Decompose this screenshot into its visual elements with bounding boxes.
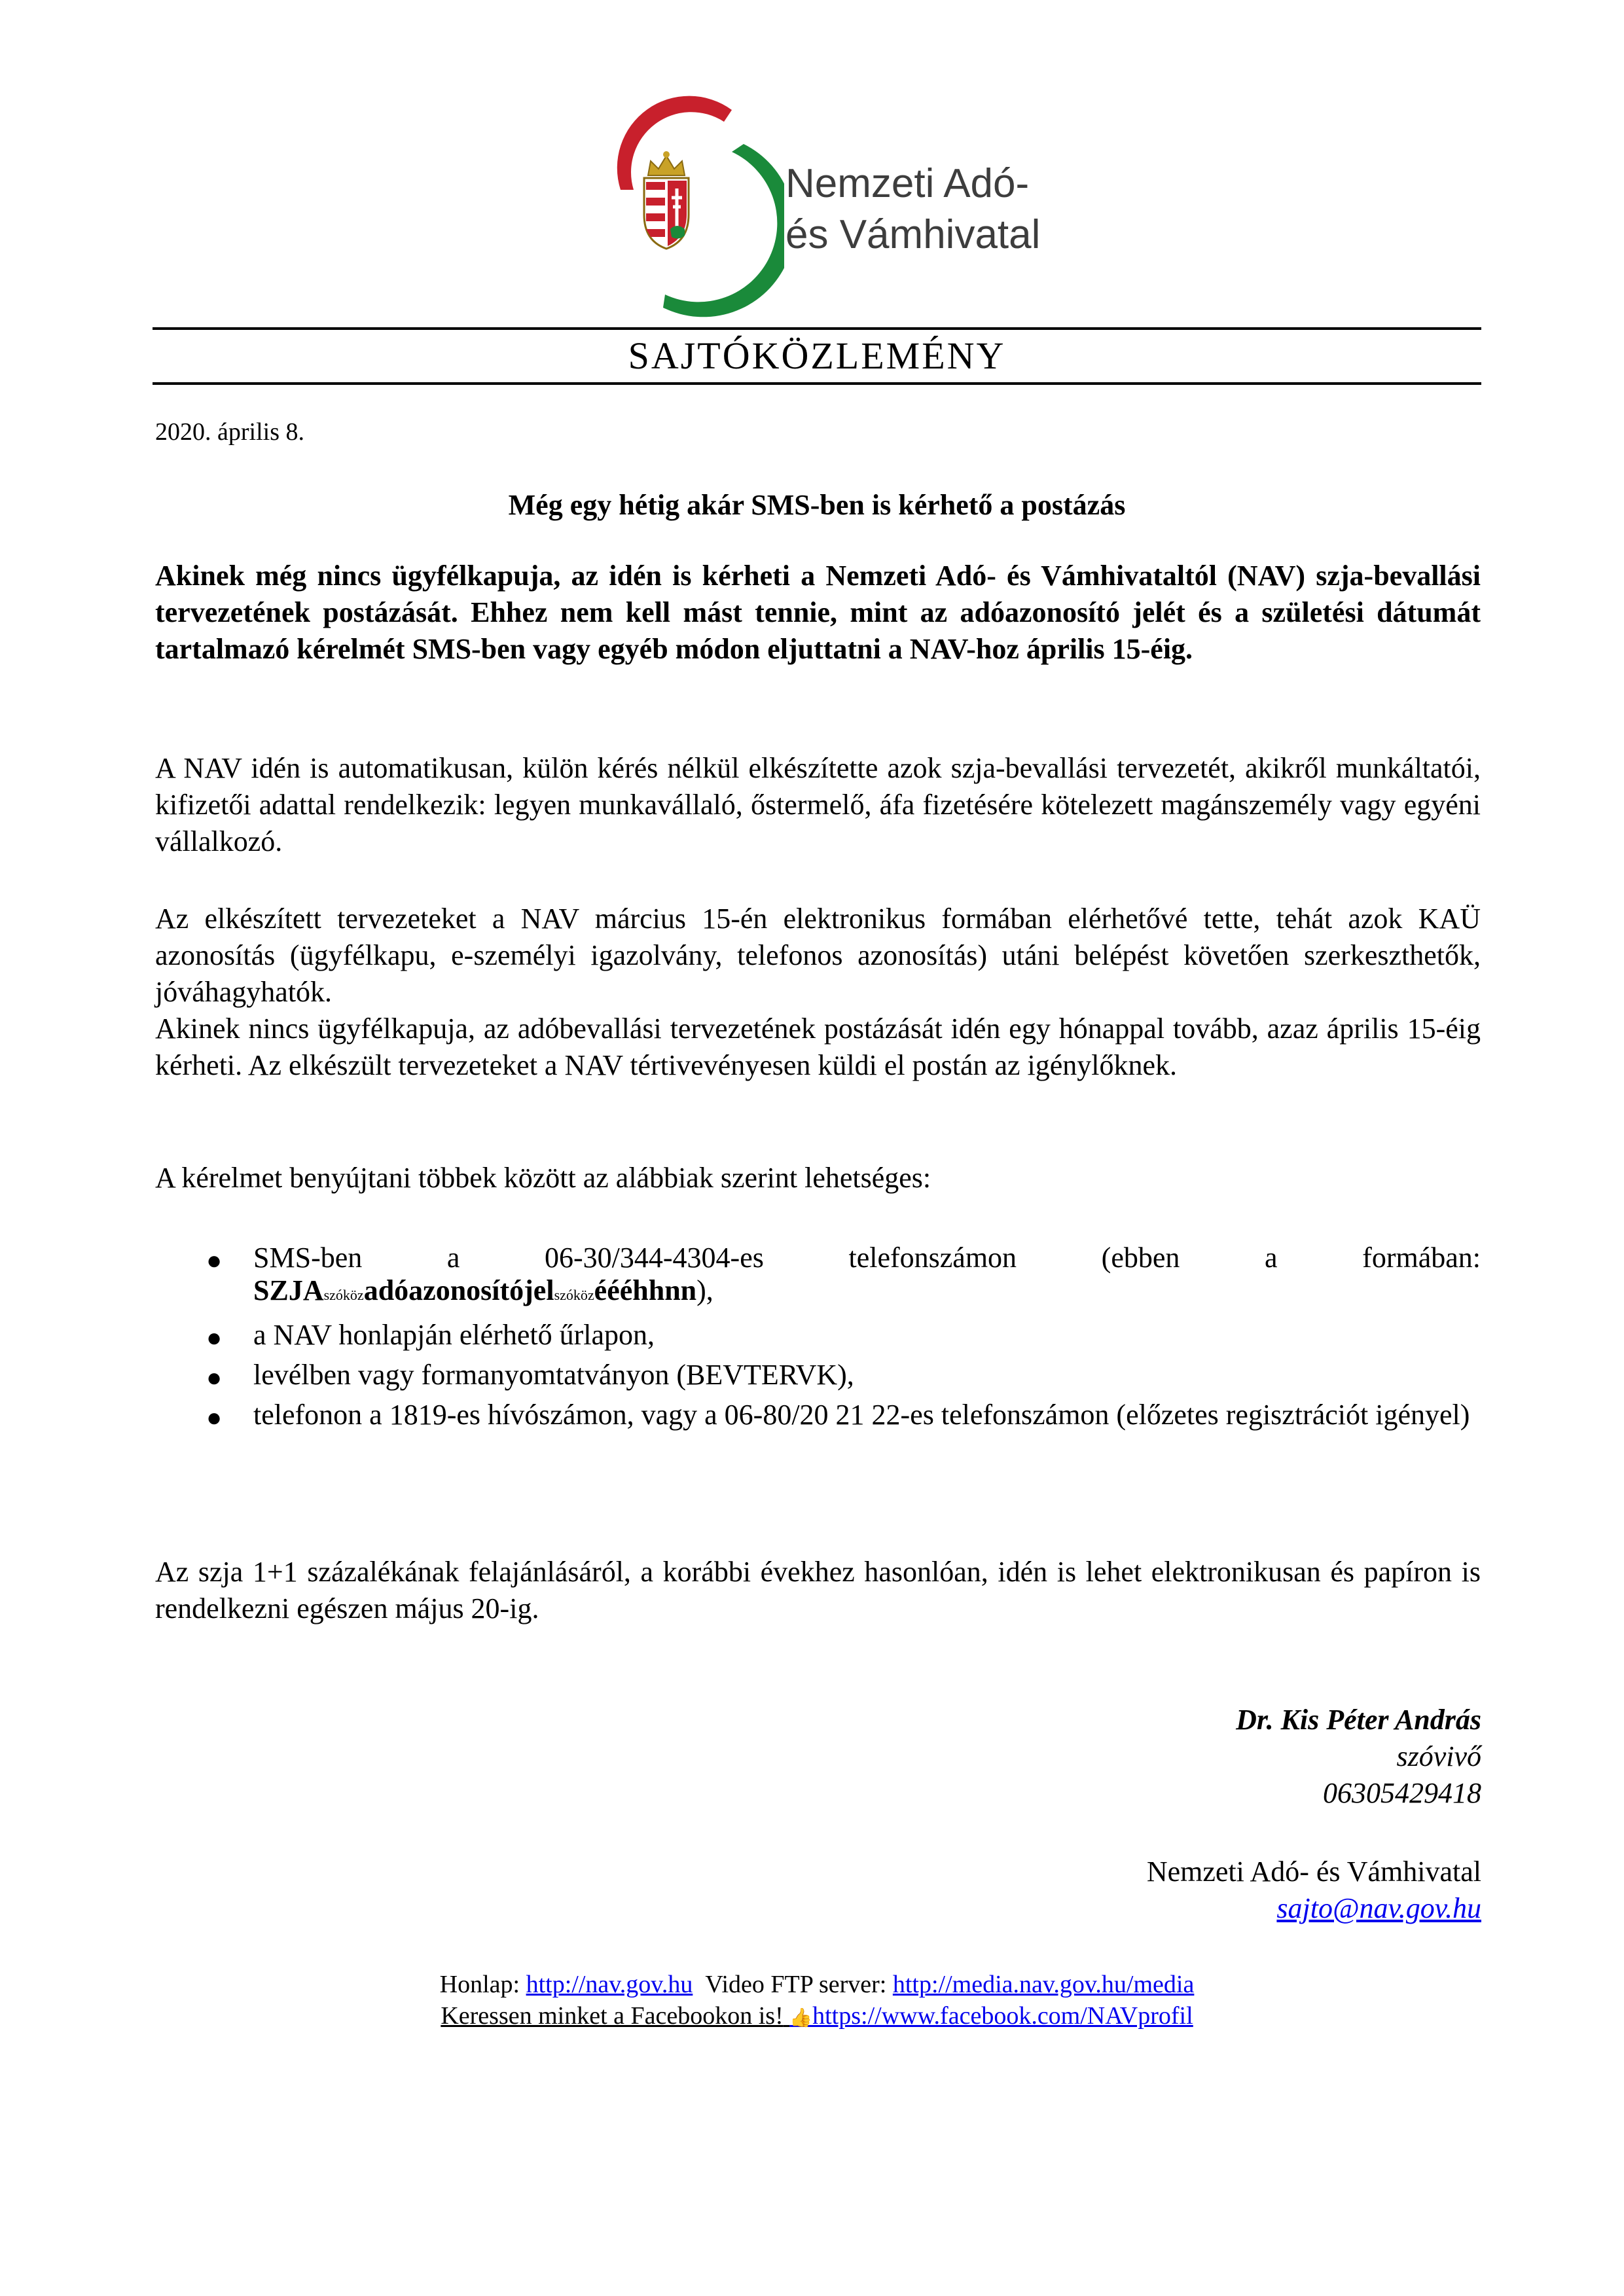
header-rule-bottom (153, 382, 1481, 385)
paragraph-2: Az elkészített tervezeteket a NAV március 15-én elektronikus formában elérhetővé tette, tehát azok KAÜ azonosítás (ügyfélkapu, e-személyi igazolvány, telefonos azonosítás) utáni belépést követően szerkeszthetők, jóváhagyhatók. (155, 903, 1481, 1008)
letter-text: levélben vagy formanyomtatványon (BEVTERVK), (253, 1359, 854, 1391)
closing-paragraph: Az szja 1+1 százalékának felajánlásáról, a korábbi évekhez hasonlóan, idén is lehet elektronikusan és papíron is rendelkezni egészen május 20-ig. (155, 1556, 1481, 1624)
paragraph-4: A kérelmet benyújtani többek között az alábbiak szerint lehetséges: (155, 1162, 931, 1194)
homepage-link[interactable]: http://nav.gov.hu (526, 1971, 693, 1998)
list-item-web (155, 1319, 1481, 1352)
list-item-sms (155, 1242, 1481, 1312)
bullet-icon: ● (206, 1323, 223, 1352)
sms-format (253, 1274, 1481, 1312)
list-item-letter (155, 1359, 1481, 1391)
bullet-icon: ● (206, 1363, 223, 1392)
footer-line-1 (153, 1969, 1481, 2000)
signatory-name: Dr. Kis Péter András (1236, 1704, 1481, 1736)
sms-line: SMS-ben a 06-30/344-4304-es telefonszámon (ebben a formában: (253, 1242, 1481, 1274)
lead-paragraph: Akinek még nincs ügyfélkapuja, az idén is kérheti a Nemzeti Adó- és Vámhivataltól (NAV) szja-bevallási tervezetének postázását. Ehhez nem kell mást tennie, mint az adóazonosító jelét és a születési dátumát tartalmazó kérelmét SMS-ben vagy egyéb módon eljuttatni a NAV-hoz április 15-éig. (155, 560, 1481, 665)
paragraph-3: Akinek nincs ügyfélkapuja, az adóbevallási tervezetének postázását idén egy hónappal tovább, azaz április 15-éig kérheti. Az elkészült tervezeteket a NAV tértivevényesen küldi el postán az igénylőknek. (155, 1013, 1481, 1081)
request-methods-list (155, 1242, 1481, 1439)
footer-line-2 (153, 2000, 1481, 2034)
logo-line-2: és Vámhivatal (785, 212, 1041, 257)
ftp-label: Video FTP server: (705, 1971, 887, 1998)
sms-format-space-1: szóköz (323, 1287, 364, 1303)
logo-line-1: Nemzeti Adó- (785, 161, 1030, 206)
page-heading: SAJTÓKÖZLEMÉNY (628, 334, 1006, 377)
sms-format-space-2: szóköz (554, 1287, 594, 1303)
sms-format-part-2: adóazonosítójel (363, 1274, 554, 1306)
nav-logo-text (785, 158, 1040, 260)
bullet-icon: ● (206, 1246, 223, 1275)
honlap-label: Honlap: (439, 1971, 520, 1998)
nav-logo-mark (601, 92, 784, 321)
sms-format-part-1: SZJA (253, 1274, 324, 1306)
signatory-role: szóvivő (1396, 1740, 1481, 1772)
web-text: a NAV honlapján elérhető űrlapon, (253, 1319, 655, 1351)
ftp-link[interactable]: http://media.nav.gov.hu/media (892, 1971, 1195, 1998)
paragraph-1: A NAV idén is automatikusan, külön kérés nélkül elkészítette azok szja-bevallási tervezetét, akikről munkáltatói, kifizetői adattal rendelkezik: legyen munkavállaló, őstermelő, áfa fizetésére kötelezett magánszemély vagy egyéni vállalkozó. (155, 752, 1481, 857)
signatory-phone: 06305429418 (1323, 1777, 1481, 1809)
release-date: 2020. április 8. (155, 418, 304, 446)
article-title: Még egy hétig akár SMS-ben is kérhető a postázás (508, 489, 1126, 521)
list-item-phone (155, 1399, 1481, 1431)
header-rule-top (153, 327, 1481, 330)
facebook-text: Keressen minket a Facebookon is! (441, 2002, 784, 2030)
bullet-icon: ● (206, 1403, 223, 1432)
sms-format-end: ), (696, 1274, 713, 1306)
thumbs-up-icon: 👍 (789, 2008, 813, 2028)
facebook-url: https://www.facebook.com/NAVprofil (812, 2002, 1193, 2030)
contact-email-link[interactable]: sajto@nav.gov.hu (1276, 1892, 1481, 1924)
phone-text: telefonon a 1819-es hívószámon, vagy a 06-80/20 21 22-es telefonszámon (előzetes regisztrációt igényel) (253, 1399, 1470, 1431)
facebook-link[interactable] (789, 2002, 1193, 2030)
organization-name: Nemzeti Adó- és Vámhivatal (1146, 1856, 1481, 1888)
nav-logo (601, 92, 1072, 321)
sms-format-part-3: éééhhnn (594, 1274, 697, 1306)
